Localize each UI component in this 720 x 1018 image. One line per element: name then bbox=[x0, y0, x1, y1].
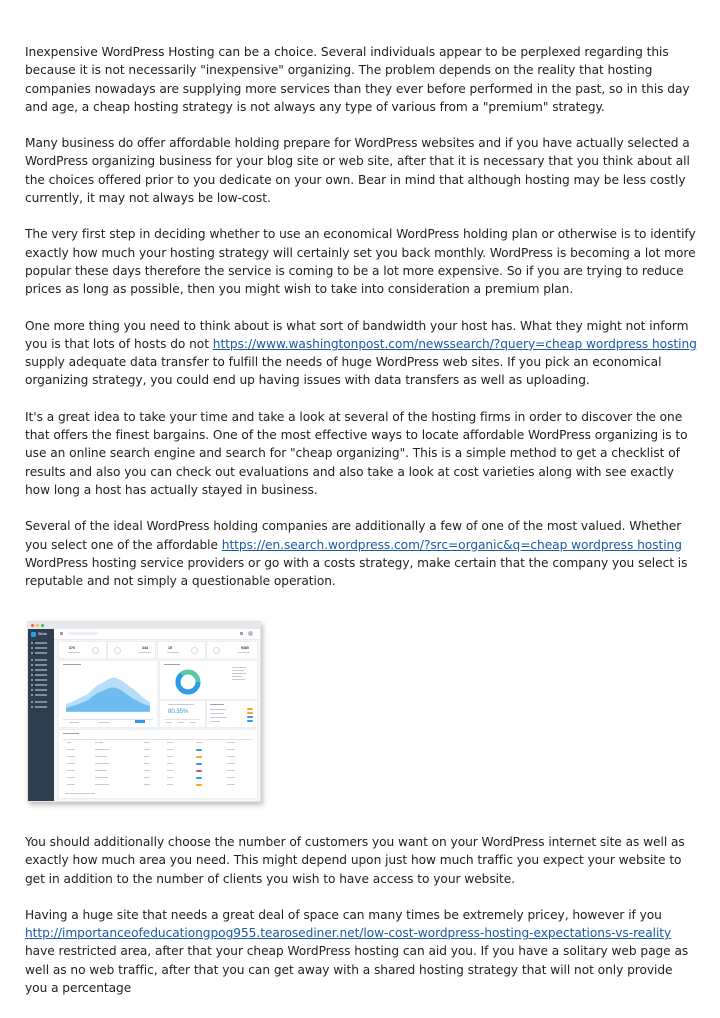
stat-value: 370 bbox=[69, 646, 75, 650]
table-row bbox=[59, 763, 257, 765]
status-pill bbox=[247, 720, 253, 722]
paragraph-4 bbox=[25, 317, 697, 390]
donut-card-title bbox=[164, 664, 180, 665]
percent-card bbox=[159, 700, 206, 728]
stat-label bbox=[167, 652, 179, 653]
dashboard-sidebar bbox=[28, 629, 54, 801]
chart-footer-button bbox=[135, 720, 145, 723]
dashboard-topbar bbox=[54, 629, 260, 640]
percent-subvalue bbox=[190, 722, 196, 723]
percent-card-title bbox=[168, 704, 194, 705]
logo-icon bbox=[31, 632, 36, 637]
stat-value: 344 bbox=[142, 646, 148, 650]
stat-icon bbox=[191, 647, 198, 654]
window-titlebar bbox=[28, 622, 260, 629]
orders-table-card bbox=[58, 729, 258, 799]
brand-name: Stisla bbox=[38, 632, 47, 636]
divider bbox=[164, 719, 200, 720]
stat-value: 9380 bbox=[241, 646, 249, 650]
paragraph-1: Inexpensive WordPress Hosting can be a choice. Several individuals appear to be perplexed regarding this because it is not necessarily "inexpensive" organizing. The problem depends on the reality that hosting companies nowadays are supplying more services than they ever before performed in the past, so in this day and age, a cheap hosting strategy is not always any type of various from a "premium" strategy. bbox=[25, 45, 690, 114]
area-chart bbox=[60, 668, 156, 718]
paragraph-4-text-before: One more thing you need to think about is what sort of bandwidth your host has. What they might not inform you is that lots of hosts do not bbox=[25, 318, 689, 351]
table-title bbox=[63, 733, 79, 734]
stat-icon bbox=[92, 647, 99, 654]
legend-item bbox=[232, 667, 246, 668]
stat-card bbox=[206, 641, 258, 659]
menu-icon bbox=[60, 632, 63, 635]
avatar bbox=[248, 631, 253, 636]
stat-icon bbox=[114, 647, 121, 654]
paragraph-6-text-before: Several of the ideal WordPress holding companies are additionally a few of one of the most valued. Whether you select one of the affordable bbox=[25, 519, 682, 552]
stat-label bbox=[139, 652, 151, 653]
maximize-dot-icon bbox=[41, 624, 44, 627]
stat-label bbox=[238, 652, 250, 653]
article-body bbox=[25, 43, 697, 608]
percent-value: 80.35% bbox=[168, 709, 189, 715]
donut-chart-card bbox=[159, 660, 258, 700]
status-item-label bbox=[210, 709, 226, 710]
status-pill bbox=[247, 708, 253, 710]
legend-item bbox=[232, 670, 244, 671]
paragraph-8-text-before: Having a huge site that needs a great deal of space can many times be extremely pricey, however if you bbox=[25, 907, 662, 922]
table-row bbox=[59, 749, 257, 751]
table-header bbox=[59, 742, 257, 744]
percent-subvalue bbox=[166, 722, 172, 723]
minimize-dot-icon bbox=[36, 624, 39, 627]
dashboard-frame bbox=[27, 621, 261, 802]
paragraph-8-text-after: have restricted area, after that your cheap WordPress hosting can aid you. If you have a solitary web page as well as no web traffic, after that you can get away with a shared hosting strategy that will not only provide you a percentage bbox=[25, 944, 689, 996]
chart-footer-label bbox=[69, 722, 79, 723]
dashboard-screenshot bbox=[27, 621, 264, 804]
wordpress-search-link[interactable]: https://en.search.wordpress.com/?src=organic&q=cheap wordpress hosting bbox=[221, 537, 682, 552]
divider bbox=[63, 739, 253, 740]
legend-item bbox=[232, 676, 242, 677]
area-chart-card bbox=[58, 660, 158, 728]
chart-title bbox=[63, 664, 81, 665]
table-row bbox=[59, 784, 257, 786]
tearosediner-link[interactable]: http://importanceofeducationgpog955.tearosediner.net/low-cost-wordpress-hosting-expectations-vs-reality bbox=[25, 926, 672, 941]
percent-subvalue bbox=[178, 722, 184, 723]
legend-item bbox=[232, 679, 245, 680]
donut-chart bbox=[170, 666, 210, 698]
paragraph-5: It's a great idea to take your time and take a look at several of the hosting firms in order to discover the one that offers the finest bargains. One of the most effective ways to locate affordable WordPress organizing is to use an online search engine and search for "cheap organizing". This is a simple method to get a checklist of results and also you can check out evaluations and also take a look at cost varieties along with see exactly how long a host has actually stayed in business. bbox=[25, 409, 688, 497]
stat-icon bbox=[213, 647, 220, 654]
status-pill bbox=[247, 716, 253, 718]
paragraph-3: The very first step in deciding whether to use an economical WordPress holding plan or otherwise is to identify exactly how much your hosting strategy will certainly set you back monthly. WordPress is becoming a lot more popular these days therefore the service is coming to be a lot more expensive. So if you are trying to reduce prices as long as possible, then you might wish to take into consideration a premium plan. bbox=[25, 227, 696, 297]
status-pill bbox=[247, 712, 253, 714]
status-list-title bbox=[210, 704, 224, 705]
table-row bbox=[59, 756, 257, 758]
chart-footer-label bbox=[99, 722, 109, 723]
status-item-label bbox=[210, 721, 220, 722]
dashboard-logo bbox=[31, 632, 51, 638]
stat-value: 15 bbox=[168, 646, 172, 650]
legend-item bbox=[232, 673, 246, 674]
close-dot-icon bbox=[31, 624, 34, 627]
table-row bbox=[59, 777, 257, 779]
paragraph-4-text-after: supply adequate data transfer to fulfill the needs of huge WordPress web sites. If you pick an economical organizing strategy, you could end up having issues with data transfers as well as uploading. bbox=[25, 355, 662, 388]
search-input bbox=[68, 632, 98, 635]
paragraph-6-text-after: WordPress hosting service providers or go with a costs strategy, make certain that the company you select is reputable and not simply a questionable operation. bbox=[25, 555, 688, 589]
status-list-card bbox=[206, 700, 258, 728]
settings-icon bbox=[240, 632, 243, 635]
status-item-label bbox=[210, 713, 224, 714]
washingtonpost-search-link[interactable]: https://www.washingtonpost.com/newssearch/?query=cheap wordpress hosting bbox=[212, 336, 697, 351]
article-body-continued bbox=[25, 833, 697, 1015]
stat-card bbox=[157, 641, 206, 659]
stat-card bbox=[107, 641, 156, 659]
table-footer bbox=[65, 793, 95, 794]
stat-label bbox=[68, 652, 80, 653]
paragraph-6 bbox=[25, 517, 697, 590]
paragraph-8 bbox=[25, 906, 697, 997]
paragraph-2: Many business do offer affordable holding prepare for WordPress websites and if you have actually selected a WordPress organizing business for your blog site or web site, after that it is necessary that you think about all the choices offered prior to you dedicate on your own. Bear in mind that although hosting may be less costly currently, it may not always be low-cost. bbox=[25, 136, 690, 206]
status-item-label bbox=[210, 717, 227, 718]
stat-card bbox=[58, 641, 107, 659]
paragraph-7: You should additionally choose the number of customers you want on your WordPress internet site as well as exactly how much area you need. This might depend upon just how much traffic you expect your website to get in addition to the number of clients you wish to have access to your website. bbox=[25, 835, 685, 886]
table-row bbox=[59, 770, 257, 772]
